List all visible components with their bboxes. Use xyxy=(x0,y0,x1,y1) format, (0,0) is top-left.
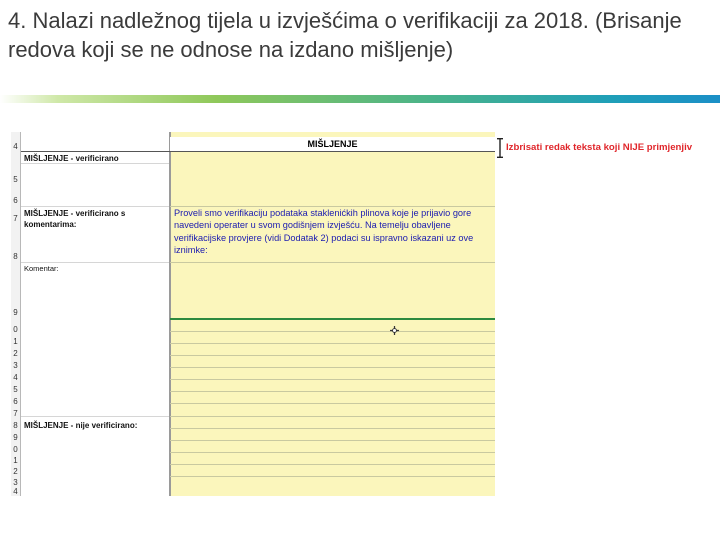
row-line xyxy=(170,403,495,404)
row-line xyxy=(170,464,495,465)
row-line xyxy=(170,476,495,477)
row-number[interactable]: 2 xyxy=(13,349,18,358)
delete-row-note: Izbrisati redak teksta koji NIJE primjenjiv xyxy=(506,142,693,153)
row-number[interactable]: 7 xyxy=(13,214,18,223)
slide-title: 4. Nalazi nadležnog tijela u izvješćima o verifikaciji za 2018. (Brisanje redova koji se ne odnose na izdano mišljenje) xyxy=(8,8,682,62)
row-line xyxy=(170,331,495,332)
row-number[interactable]: 0 xyxy=(13,325,18,334)
row-number[interactable]: 9 xyxy=(13,308,18,317)
row-separator xyxy=(21,206,169,207)
column-divider xyxy=(170,132,171,496)
row-number[interactable]: 6 xyxy=(13,196,18,205)
row-headers xyxy=(11,132,21,496)
opinion-text-cell[interactable]: Proveli smo verifikaciju podataka staklenićkih plinova koje je prijavio gore navedeni operater u svom godišnjem izvješću. Na temelju obavljene verifikacijske provjere (vidi Dodatak 2) podaci su ispravno iskazani uz ove iznimke: xyxy=(174,208,474,256)
label-comment[interactable]: Komentar: xyxy=(24,264,59,273)
label-verified-with-comments[interactable]: MIŠLJENJE - verificirano s komentarima: xyxy=(24,209,126,229)
row-line xyxy=(170,428,495,429)
row-number[interactable]: 4 xyxy=(13,373,18,382)
row-number[interactable]: 8 xyxy=(13,421,18,430)
bracket-marker-icon xyxy=(497,138,503,158)
opinion-column[interactable] xyxy=(170,132,495,496)
row-number[interactable]: 5 xyxy=(13,385,18,394)
row-line xyxy=(170,440,495,441)
row-line xyxy=(170,391,495,392)
row-number[interactable]: 4 xyxy=(13,142,18,151)
row-number[interactable]: 3 xyxy=(13,478,18,487)
header-cell-misljenje[interactable]: MIŠLJENJE xyxy=(170,137,495,152)
spreadsheet-view[interactable] xyxy=(11,132,495,496)
comment-cell-border xyxy=(170,318,495,320)
row-line xyxy=(170,367,495,368)
row-number[interactable]: 3 xyxy=(13,361,18,370)
row-number[interactable]: 1 xyxy=(13,337,18,346)
row-number[interactable]: 1 xyxy=(13,456,18,465)
row-line xyxy=(170,343,495,344)
header-border xyxy=(21,151,495,152)
row-separator xyxy=(21,416,169,417)
row-number[interactable]: 8 xyxy=(13,252,18,261)
label-verified[interactable]: MIŠLJENJE - verificirano xyxy=(24,154,119,163)
accent-bar xyxy=(0,95,720,103)
row-number[interactable]: 5 xyxy=(13,175,18,184)
row-number[interactable]: 7 xyxy=(13,409,18,418)
row-number[interactable]: 9 xyxy=(13,433,18,442)
row-number[interactable]: 4 xyxy=(13,487,18,496)
label-not-verified[interactable]: MIŠLJENJE - nije verificirano: xyxy=(24,421,138,430)
column-labels xyxy=(21,132,170,496)
row-number[interactable]: 2 xyxy=(13,467,18,476)
row-number[interactable]: 6 xyxy=(13,397,18,406)
row-line xyxy=(170,355,495,356)
row-number[interactable]: 0 xyxy=(13,445,18,454)
row-line xyxy=(170,452,495,453)
row-line xyxy=(170,416,495,417)
move-cursor-icon xyxy=(390,326,399,335)
row-line xyxy=(170,379,495,380)
row-line xyxy=(170,262,495,263)
